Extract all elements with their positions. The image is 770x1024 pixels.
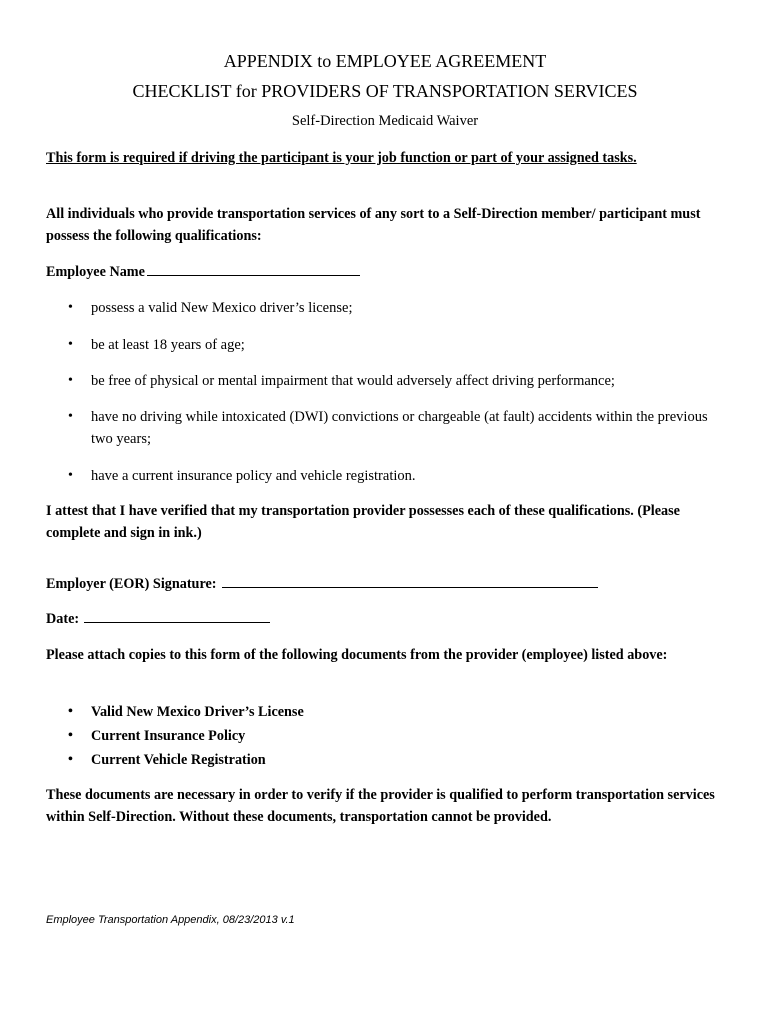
date-field [46,608,730,630]
qualification-item [68,465,708,487]
document-title-line-2: CHECKLIST for PROVIDERS OF TRANSPORTATION SERVICES [132,81,638,101]
document-list-item [68,725,708,747]
qualification-item [68,297,708,319]
bullet-icon: • [68,468,73,483]
qualification-text: possess a valid New Mexico driver’s license; [91,300,353,316]
bullet-icon: • [68,409,73,424]
qualification-item [68,406,708,450]
bullet-icon: • [68,337,73,352]
date-line[interactable] [84,608,270,623]
employer-signature-label: Employer (EOR) Signature: [46,576,217,592]
bullet-icon: • [68,752,73,767]
document-list-item [68,701,708,723]
attach-instructions: Please attach copies to this form of the following documents from the provider (employee) listed above: [46,647,668,663]
footer-version: Employee Transportation Appendix, 08/23/2013 v.1 [46,914,295,926]
qualification-item [68,334,708,356]
employee-name-line[interactable] [147,261,360,276]
date-label: Date: [46,611,80,627]
bullet-icon: • [68,728,73,743]
employee-name-field [46,261,730,283]
qualification-text: be at least 18 years of age; [91,337,245,353]
bullet-icon: • [68,300,73,315]
qualification-text: have a current insurance policy and vehicle registration. [91,468,416,484]
bullet-icon: • [68,704,73,719]
employee-name-label: Employee Name [46,264,145,280]
employer-signature-line[interactable] [222,573,598,588]
qualification-text: have no driving while intoxicated (DWI) convictions or chargeable (at fault) accidents within the previous two years; [91,409,708,447]
qualification-item [68,370,708,392]
qualification-text: be free of physical or mental impairment that would adversely affect driving performance; [91,373,615,389]
employer-signature-field [46,573,730,595]
document-name: Current Insurance Policy [91,728,246,744]
document-subtitle: Self-Direction Medicaid Waiver [291,113,479,129]
required-notice: This form is required if driving the participant is your job function or part of your assigned tasks. [46,150,637,166]
bullet-icon: • [68,373,73,388]
document-title-line-1: APPENDIX to EMPLOYEE AGREEMENT [223,51,547,71]
closing-note: These documents are necessary in order to verify if the provider is qualified to perform transportation services within Self-Direction. Without these documents, transportation cannot be provided. [46,787,715,825]
qualifications-intro: All individuals who provide transportation services of any sort to a Self-Direction member/ participant must possess the following qualifications: [46,206,701,244]
document-name: Valid New Mexico Driver’s License [91,704,304,720]
attestation-statement: I attest that I have verified that my transportation provider possesses each of these qualifications. (Please complete and sign in ink.) [46,503,680,541]
document-name: Current Vehicle Registration [91,752,266,768]
document-list-item [68,749,708,771]
